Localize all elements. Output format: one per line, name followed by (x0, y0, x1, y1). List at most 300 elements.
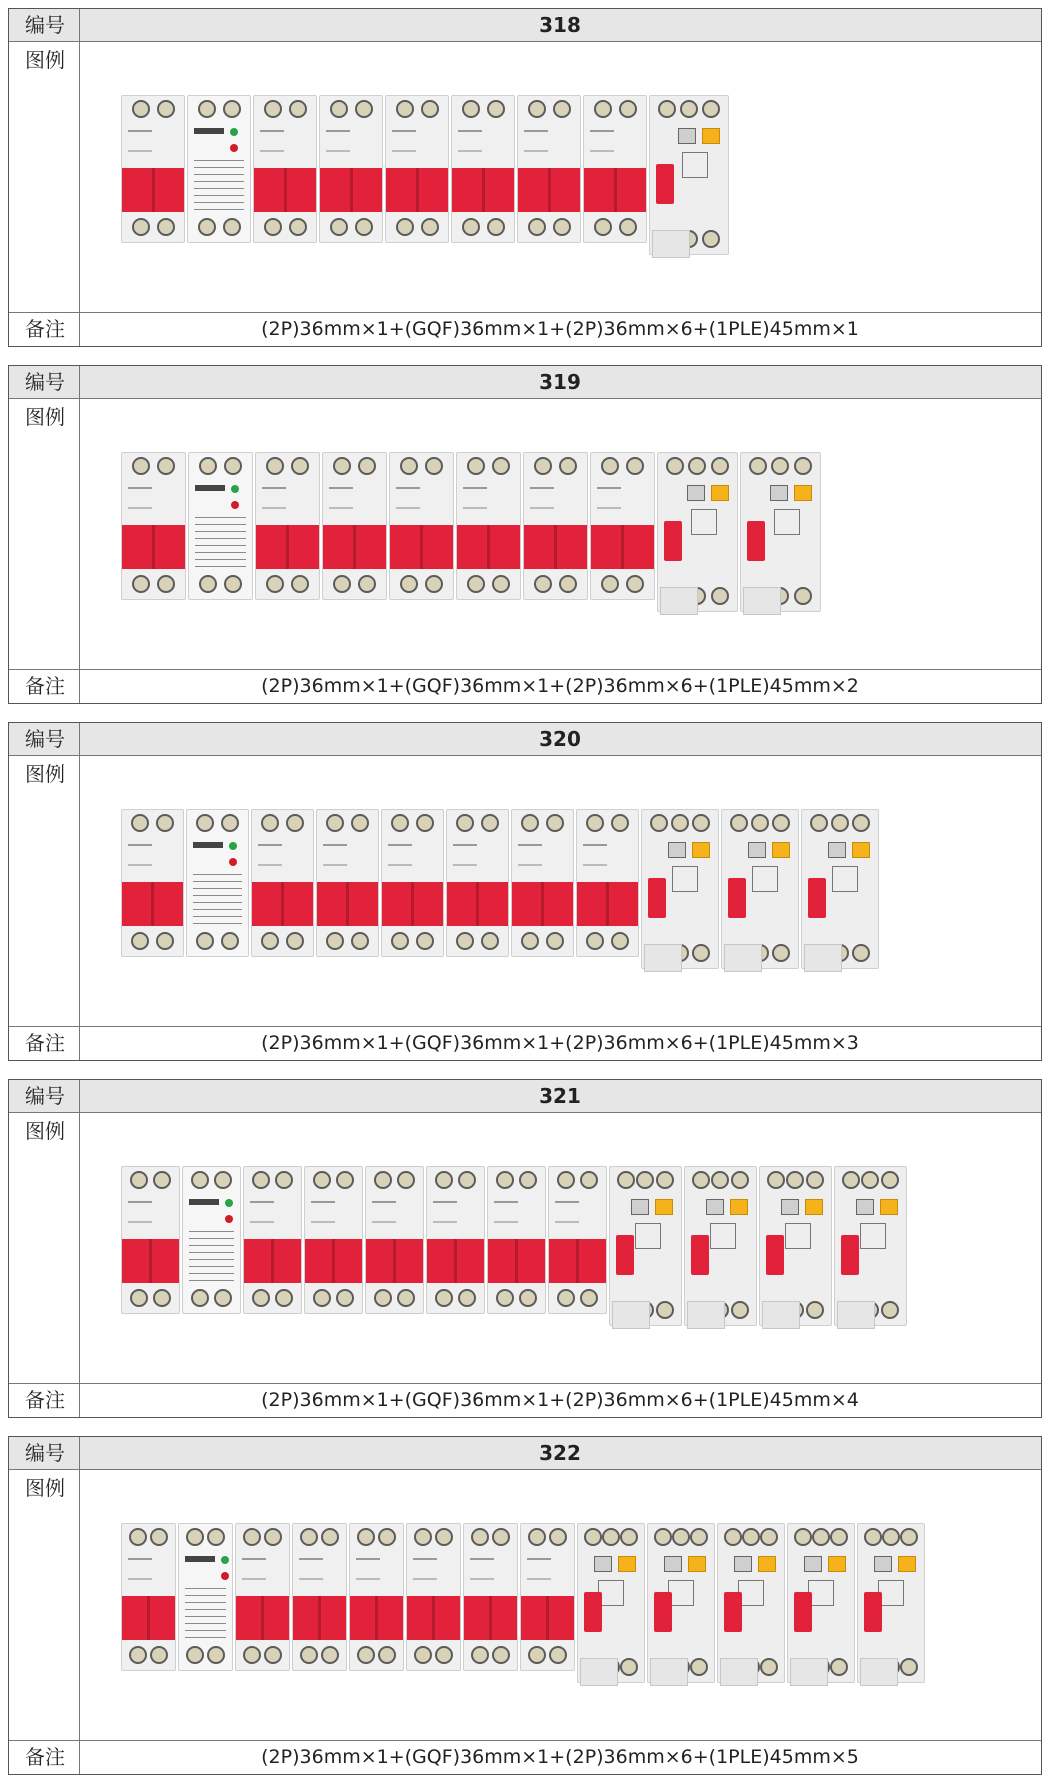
terminal-screw (425, 575, 443, 593)
terminal-screw (724, 1528, 742, 1546)
terminal-screw (351, 814, 369, 832)
model-label (185, 1556, 215, 1562)
breaker-2p-module (251, 809, 314, 957)
bot-terminals (356, 1646, 397, 1666)
gqf-protector-module (182, 1166, 241, 1314)
terminal-screw (291, 457, 309, 475)
terminal-screw (586, 814, 604, 832)
config-card (8, 365, 1042, 704)
terminal-screw (435, 1289, 453, 1307)
top-terminals (392, 100, 442, 120)
rating-label (518, 844, 542, 866)
breaker-2p-module (520, 1523, 575, 1671)
terminal-screw (333, 457, 351, 475)
model-label (189, 1199, 219, 1205)
terminal-screw (794, 1528, 812, 1546)
terminal-screw (358, 575, 376, 593)
terminal-screw (396, 218, 414, 236)
terminal-screw (690, 1528, 708, 1546)
rating-label (583, 844, 607, 866)
terminal-screw (286, 814, 304, 832)
rating-label (326, 130, 350, 152)
terminal-screw (458, 1289, 476, 1307)
bot-terminals (326, 218, 376, 238)
terminal-screw (130, 1171, 148, 1189)
red-switch-handle (350, 1596, 403, 1640)
terminal-screw (198, 100, 216, 118)
terminal-screw (496, 1171, 514, 1189)
bot-terminals (458, 218, 508, 238)
terminal-screw (546, 814, 564, 832)
terminal-screw (521, 814, 539, 832)
wiring-diagram (785, 1223, 811, 1249)
bot-terminals (433, 1289, 478, 1309)
rating-label (590, 130, 614, 152)
rcbo-1ple-module (649, 95, 729, 255)
top-terminals (766, 1171, 825, 1191)
remark-label: 备注 (25, 317, 65, 341)
terminal-screw (330, 100, 348, 118)
breaker-2p-module (523, 452, 588, 600)
terminal-screw (435, 1646, 453, 1664)
rating-label (323, 844, 347, 866)
reset-indicator (664, 1556, 682, 1572)
breaker-2p-module (385, 95, 449, 243)
terminal-screw (528, 218, 546, 236)
terminal-screw (358, 457, 376, 475)
terminal-screw (289, 100, 307, 118)
red-switch-handle (591, 525, 654, 569)
terminal-screw (692, 814, 710, 832)
terminal-screw (425, 457, 443, 475)
test-button (758, 1556, 776, 1572)
number-label: 编号 (25, 1084, 65, 1108)
bot-terminals (194, 218, 244, 238)
top-terminals (413, 1528, 454, 1548)
terminal-screw (313, 1171, 331, 1189)
reset-indicator (706, 1199, 724, 1215)
rcbo-1ple-module (647, 1523, 715, 1683)
top-terminals (616, 1171, 675, 1191)
bot-terminals (463, 575, 514, 595)
rcbo-1ple-module (801, 809, 879, 969)
red-switch-handle (747, 521, 765, 561)
bot-terminals (258, 932, 307, 952)
terminal-screw (462, 100, 480, 118)
terminal-screw (830, 1658, 848, 1676)
breaker-2p-module (322, 452, 387, 600)
red-switch-handle (122, 525, 185, 569)
rating-label (413, 1558, 437, 1580)
bot-terminals (494, 1289, 539, 1309)
red-switch-handle (648, 878, 666, 918)
bot-terminals (128, 932, 177, 952)
remark-text: (2P)36mm×1+(GQF)36mm×1+(2P)36mm×6+(1PLE)45mm×4 (261, 1389, 859, 1411)
terminal-screw (196, 932, 214, 950)
terminal-screw (481, 932, 499, 950)
terminal-screw (806, 1171, 824, 1189)
rating-label (128, 844, 152, 866)
breaker-2p-module (121, 1523, 176, 1671)
breaker-assembly-image (121, 1166, 909, 1326)
bottom-tab (762, 1301, 800, 1329)
terminal-screw (602, 1528, 620, 1546)
rating-label (299, 1558, 323, 1580)
gqf-protector-module (186, 809, 249, 957)
top-terminals (555, 1171, 600, 1191)
top-terminals (728, 814, 792, 834)
terminal-screw (156, 932, 174, 950)
terminal-screw (131, 932, 149, 950)
rating-label (356, 1558, 380, 1580)
config-card (8, 1079, 1042, 1418)
terminal-screw (650, 814, 668, 832)
red-switch-handle (305, 1239, 362, 1283)
terminal-screw (374, 1289, 392, 1307)
top-terminals (433, 1171, 478, 1191)
top-terminals (583, 814, 632, 834)
breaker-2p-module (381, 809, 444, 957)
terminal-screw (214, 1171, 232, 1189)
terminal-screw (881, 1171, 899, 1189)
top-terminals (128, 457, 179, 477)
rcbo-1ple-module (740, 452, 821, 612)
illustration-label: 图例 (25, 1119, 65, 1143)
red-switch-handle (122, 168, 184, 212)
protect-led (229, 858, 237, 866)
terminal-screw (810, 814, 828, 832)
terminal-screw (414, 1646, 432, 1664)
remark-label: 备注 (25, 1031, 65, 1055)
terminal-screw (264, 1528, 282, 1546)
bot-terminals (329, 575, 380, 595)
terminal-screw (221, 814, 239, 832)
breaker-2p-module (253, 95, 317, 243)
test-button (805, 1199, 823, 1215)
terminal-screw (553, 218, 571, 236)
red-switch-handle (766, 1235, 784, 1275)
bottom-tab (743, 587, 781, 615)
top-terminals (656, 100, 722, 120)
terminal-screw (132, 218, 150, 236)
bot-terminals (530, 575, 581, 595)
red-switch-handle (654, 1592, 672, 1632)
power-led (231, 485, 239, 493)
config-number: 319 (539, 370, 581, 394)
top-terminals (372, 1171, 417, 1191)
terminal-screw (559, 575, 577, 593)
spec-text-lines (194, 160, 244, 210)
terminal-screw (397, 1289, 415, 1307)
terminal-screw (487, 218, 505, 236)
terminal-screw (286, 932, 304, 950)
terminal-screw (351, 932, 369, 950)
bot-terminals (193, 932, 242, 952)
red-switch-handle (808, 878, 826, 918)
breaker-assembly-image (121, 809, 881, 969)
breaker-2p-module (121, 1166, 180, 1314)
rating-label (128, 1201, 152, 1223)
terminal-screw (794, 457, 812, 475)
top-terminals (242, 1528, 283, 1548)
terminal-screw (397, 1171, 415, 1189)
terminal-screw (772, 814, 790, 832)
red-switch-handle (464, 1596, 517, 1640)
terminal-screw (264, 100, 282, 118)
terminal-screw (619, 218, 637, 236)
terminal-screw (852, 814, 870, 832)
breaker-2p-module (426, 1166, 485, 1314)
terminal-screw (223, 100, 241, 118)
red-switch-handle (656, 164, 674, 204)
terminal-screw (374, 1171, 392, 1189)
terminal-screw (264, 218, 282, 236)
spec-text-lines (193, 874, 242, 924)
red-switch-handle (724, 1592, 742, 1632)
test-button (828, 1556, 846, 1572)
terminal-screw (711, 587, 729, 605)
terminal-screw (421, 100, 439, 118)
terminal-screw (471, 1646, 489, 1664)
power-led (229, 842, 237, 850)
wiring-diagram (860, 1223, 886, 1249)
top-terminals (193, 814, 242, 834)
bot-terminals (453, 932, 502, 952)
terminal-screw (207, 1528, 225, 1546)
bot-terminals (128, 1646, 169, 1666)
terminal-screw (626, 457, 644, 475)
top-terminals (326, 100, 376, 120)
reset-indicator (734, 1556, 752, 1572)
terminal-screw (594, 100, 612, 118)
bot-terminals (527, 1646, 568, 1666)
terminal-screw (492, 457, 510, 475)
terminal-screw (487, 100, 505, 118)
rating-label (311, 1201, 335, 1223)
red-switch-handle (236, 1596, 289, 1640)
terminal-screw (421, 218, 439, 236)
bot-terminals (470, 1646, 511, 1666)
column-divider (79, 9, 80, 346)
reset-indicator (804, 1556, 822, 1572)
terminal-screw (601, 457, 619, 475)
terminal-screw (378, 1646, 396, 1664)
top-terminals (458, 100, 508, 120)
bottom-tab (860, 1658, 898, 1686)
bottom-tab (650, 1658, 688, 1686)
rating-label (372, 1201, 396, 1223)
bot-terminals (396, 575, 447, 595)
breaker-assembly-image (121, 1523, 927, 1683)
rating-label (258, 844, 282, 866)
terminal-screw (619, 100, 637, 118)
rating-label (453, 844, 477, 866)
wiring-diagram (774, 509, 800, 535)
column-divider (79, 1437, 80, 1774)
terminal-screw (396, 100, 414, 118)
remark-text: (2P)36mm×1+(GQF)36mm×1+(2P)36mm×6+(1PLE)45mm×3 (261, 1032, 859, 1054)
terminal-screw (496, 1289, 514, 1307)
terminal-screw (842, 1171, 860, 1189)
bot-terminals (597, 575, 648, 595)
number-label: 编号 (25, 1441, 65, 1465)
top-terminals (590, 100, 640, 120)
power-led (221, 1556, 229, 1564)
terminal-screw (760, 1528, 778, 1546)
test-button (702, 128, 720, 144)
terminal-screw (688, 457, 706, 475)
top-terminals (396, 457, 447, 477)
terminal-screw (458, 1171, 476, 1189)
terminal-screw (467, 575, 485, 593)
bottom-tab (652, 230, 690, 258)
rcbo-1ple-module (641, 809, 719, 969)
bot-terminals (413, 1646, 454, 1666)
terminal-screw (198, 218, 216, 236)
terminal-screw (132, 457, 150, 475)
red-switch-handle (122, 882, 183, 926)
bot-terminals (388, 932, 437, 952)
rating-label (262, 487, 286, 509)
bottom-tab (720, 1658, 758, 1686)
terminal-screw (266, 457, 284, 475)
top-terminals (128, 1171, 173, 1191)
terminal-screw (864, 1528, 882, 1546)
bot-terminals (195, 575, 246, 595)
terminal-screw (528, 1528, 546, 1546)
rcbo-1ple-module (717, 1523, 785, 1683)
terminal-screw (830, 1528, 848, 1546)
number-label: 编号 (25, 13, 65, 37)
top-terminals (747, 457, 814, 477)
top-terminals (453, 814, 502, 834)
terminal-screw (549, 1528, 567, 1546)
red-switch-handle (244, 1239, 301, 1283)
breaker-2p-module (487, 1166, 546, 1314)
top-terminals (185, 1528, 226, 1548)
bottom-tab (612, 1301, 650, 1329)
breaker-2p-module (446, 809, 509, 957)
terminal-screw (620, 1658, 638, 1676)
terminal-screw (692, 1171, 710, 1189)
red-switch-handle (366, 1239, 423, 1283)
test-button (730, 1199, 748, 1215)
rating-label (396, 487, 420, 509)
red-switch-handle (549, 1239, 606, 1283)
terminal-screw (882, 1528, 900, 1546)
red-switch-handle (518, 168, 580, 212)
top-terminals (584, 1528, 638, 1548)
red-switch-handle (254, 168, 316, 212)
breaker-2p-module (511, 809, 574, 957)
column-divider (79, 723, 80, 1060)
terminal-screw (157, 100, 175, 118)
remark-label: 备注 (25, 1388, 65, 1412)
rcbo-1ple-module (721, 809, 799, 969)
terminal-screw (656, 1171, 674, 1189)
top-terminals (329, 457, 380, 477)
bot-terminals (128, 218, 178, 238)
rating-label (494, 1201, 518, 1223)
terminal-screw (400, 575, 418, 593)
terminal-screw (357, 1528, 375, 1546)
rating-label (260, 130, 284, 152)
terminal-screw (553, 100, 571, 118)
rating-label (329, 487, 353, 509)
terminal-screw (584, 1528, 602, 1546)
rating-label (463, 487, 487, 509)
terminal-screw (355, 218, 373, 236)
terminal-screw (131, 814, 149, 832)
illustration-label: 图例 (25, 1476, 65, 1500)
top-terminals (189, 1171, 234, 1191)
breaker-2p-module (121, 452, 186, 600)
terminal-screw (435, 1171, 453, 1189)
bottom-tab (687, 1301, 725, 1329)
rating-label (128, 487, 152, 509)
top-terminals (494, 1171, 539, 1191)
terminal-screw (534, 575, 552, 593)
terminal-screw (557, 1171, 575, 1189)
terminal-screw (224, 457, 242, 475)
top-terminals (724, 1528, 778, 1548)
breaker-2p-module (243, 1166, 302, 1314)
test-button (618, 1556, 636, 1572)
terminal-screw (378, 1528, 396, 1546)
breaker-2p-module (365, 1166, 424, 1314)
rating-label (527, 1558, 551, 1580)
rcbo-1ple-module (857, 1523, 925, 1683)
terminal-screw (611, 814, 629, 832)
red-switch-handle (488, 1239, 545, 1283)
top-terminals (530, 457, 581, 477)
remark-text: (2P)36mm×1+(GQF)36mm×1+(2P)36mm×6+(1PLE)45mm×5 (261, 1746, 859, 1768)
terminal-screw (636, 1171, 654, 1189)
red-switch-handle (317, 882, 378, 926)
terminal-screw (749, 457, 767, 475)
remark-text: (2P)36mm×1+(GQF)36mm×1+(2P)36mm×6+(1PLE)45mm×1 (261, 318, 859, 340)
wiring-diagram (691, 509, 717, 535)
terminal-screw (680, 100, 698, 118)
bot-terminals (262, 575, 313, 595)
terminal-screw (336, 1289, 354, 1307)
red-switch-handle (584, 168, 646, 212)
top-terminals (518, 814, 567, 834)
terminal-screw (534, 457, 552, 475)
breaker-2p-module (292, 1523, 347, 1671)
red-switch-handle (691, 1235, 709, 1275)
rating-label (250, 1201, 274, 1223)
terminal-screw (626, 575, 644, 593)
terminal-screw (742, 1528, 760, 1546)
top-terminals (524, 100, 574, 120)
bottom-tab (790, 1658, 828, 1686)
terminal-screw (672, 1528, 690, 1546)
red-switch-handle (252, 882, 313, 926)
terminal-screw (129, 1646, 147, 1664)
gqf-protector-module (188, 452, 253, 600)
model-label (195, 485, 225, 491)
model-label (193, 842, 223, 848)
bot-terminals (590, 218, 640, 238)
rating-label (530, 487, 554, 509)
terminal-screw (150, 1646, 168, 1664)
top-terminals (299, 1528, 340, 1548)
terminal-screw (153, 1171, 171, 1189)
terminal-screw (191, 1289, 209, 1307)
rating-label (470, 1558, 494, 1580)
terminal-screw (313, 1289, 331, 1307)
